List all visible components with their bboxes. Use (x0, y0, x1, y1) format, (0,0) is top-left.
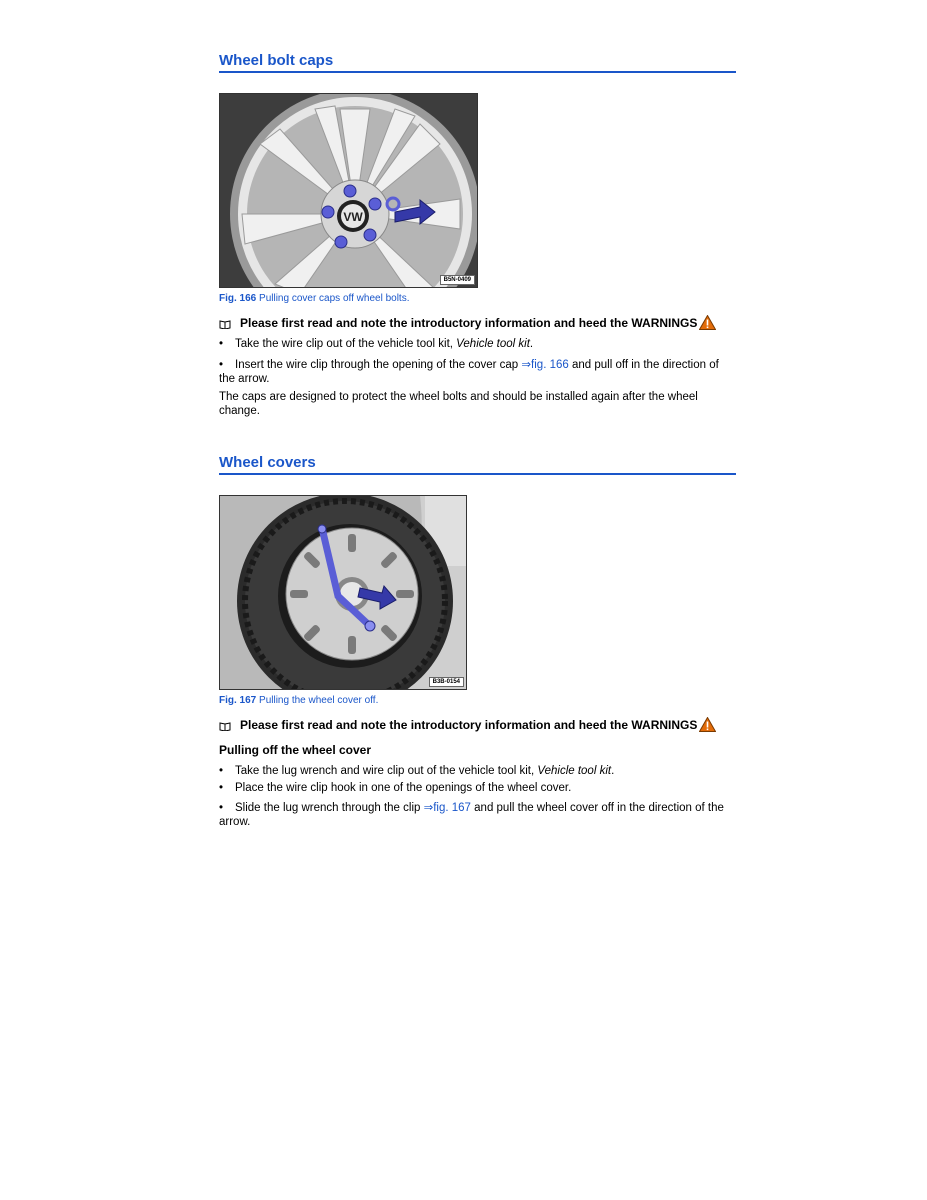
read-note-text: Please first read and note the introductory information and heed the WARNINGS (240, 315, 698, 330)
book-icon (219, 318, 231, 327)
step-item: • Take the wire clip out of the vehicle tool kit, Vehicle tool kit. (219, 338, 534, 350)
svg-text:VW: VW (343, 210, 363, 224)
wheel-bolt-caps-illustration (220, 94, 477, 287)
figure-caption (219, 695, 378, 706)
image-code: B5N-0409 (440, 275, 475, 285)
figure-167-image (219, 495, 467, 690)
warning-triangle-icon[interactable] (699, 315, 716, 330)
section-title-wheel-covers: Wheel covers (219, 454, 736, 475)
book-icon (219, 720, 231, 729)
read-note-text: Please first read and note the introductory information and heed the WARNINGS (240, 717, 698, 732)
subheading: Pulling off the wheel cover (219, 743, 372, 757)
step-item: • Place the wire clip hook in one of the openings of the wheel cover. (219, 782, 572, 794)
section-title-wheel-bolt-caps: Wheel bolt caps (219, 52, 736, 73)
figure-number: Fig. 167 (219, 695, 257, 706)
wheel-cover-illustration (220, 496, 466, 689)
fig-167-link[interactable]: ⇒fig. 167 (423, 802, 471, 814)
figure-caption-text: Pulling cover caps off wheel bolts. (259, 293, 410, 304)
step-item: • Take the lug wrench and wire clip out of the vehicle tool kit, Vehicle tool kit. (219, 765, 615, 777)
warning-triangle-icon[interactable] (699, 717, 716, 732)
fig-166-link[interactable]: ⇒fig. 166 (521, 359, 569, 371)
figure-caption-text: Pulling the wheel cover off. (259, 695, 379, 706)
step-item: • Insert the wire clip through the opening of the cover cap ⇒fig. 166 and pull off in the direction of the arrow. (219, 359, 719, 385)
figure-caption (219, 293, 410, 304)
body-paragraph: The caps are designed to protect the wheel bolts and should be installed again after the wheel change. (219, 391, 698, 417)
read-first-note (219, 717, 739, 732)
read-first-note (219, 315, 739, 330)
step-item: • Slide the lug wrench through the clip ⇒fig. 167 and pull the wheel cover off in the direction of the arrow. (219, 802, 724, 828)
figure-number: Fig. 166 (219, 293, 257, 304)
image-code: B3B-0154 (429, 677, 464, 687)
figure-166-image (219, 93, 478, 288)
